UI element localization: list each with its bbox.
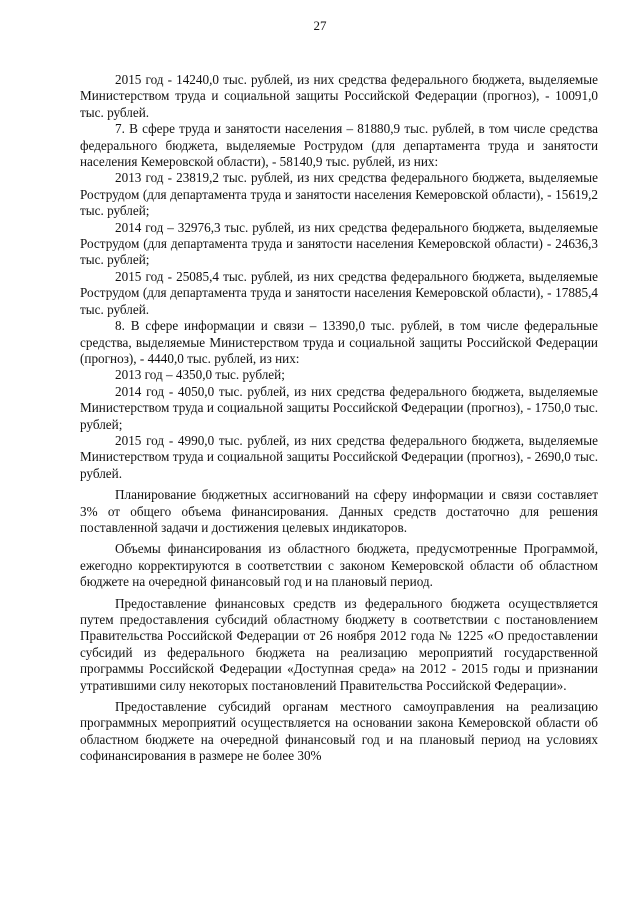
paragraph: 8. В сфере информации и связи – 13390,0 тыс. рублей, в том числе федеральные средства, выделяемые Министерством труда и социальной защиты Российской Федерации (прогноз), - 4440,0 тыс. рублей, из них: xyxy=(80,318,598,366)
paragraph: 2014 год - 4050,0 тыс. рублей, из них средства федерального бюджета, выделяемые Министерством труда и социальной защиты Российской Федерации (прогноз), - 1750,0 тыс. рублей; xyxy=(80,383,598,432)
paragraph: Планирование бюджетных ассигнований на сферу информации и связи составляет 3% от общего объема финансирования. Данных средств достаточно для решения поставленной задачи и достижения целевых индикаторов. xyxy=(80,487,598,535)
paragraph: Предоставление финансовых средств из федерального бюджета осуществляется путем предоставления субсидий областному бюджету в соответствии с постановлением Правительства Российской Федерации от 26 ноября 2012 года № 1225 «О предоставлении субсидий из федерального бюджета на реализацию мероприятий государственной программы Российской Федерации «Доступная среда» на 2012 - 2015 годы и признании утратившими силу некоторых постановлений Правительства Российской Федерации». xyxy=(80,595,598,693)
paragraph: 2013 год - 23819,2 тыс. рублей, из них средства федерального бюджета, выделяемые Рострудом (для департамента труда и занятости населения Кемеровской области), - 15619,2 тыс. рублей; xyxy=(80,170,598,219)
paragraph: 2014 год – 32976,3 тыс. рублей, из них средства федерального бюджета, выделяемые Рострудом (для департамента труда и занятости населения Кемеровской области) - 24636,3 тыс. рублей; xyxy=(80,219,598,268)
paragraph: 2015 год - 4990,0 тыс. рублей, из них средства федерального бюджета, выделяемые Министерством труда и социальной защиты Российской Федерации (прогноз), - 2690,0 тыс. рублей. xyxy=(80,432,598,481)
paragraph: Предоставление субсидий органам местного самоуправления на реализацию программных мероприятий осуществляется на основании закона Кемеровской области об областном бюджете на очередной финансовый год и на плановый период на условиях софинансирования в размере не более 30% xyxy=(80,699,598,764)
paragraph: 7. В сфере труда и занятости населения – 81880,9 тыс. рублей, в том числе средства федерального бюджета, выделяемые Рострудом (для департамента труда и занятости населения Кемеровской области), - 58140,9 тыс. рублей, из них: xyxy=(80,121,598,170)
paragraph: 2013 год – 4350,0 тыс. рублей; xyxy=(115,367,285,383)
paragraph: 2015 год - 25085,4 тыс. рублей, из них средства федерального бюджета, выделяемые Рострудом (для департамента труда и занятости населения Кемеровской области), - 17885,4 тыс. рублей. xyxy=(80,268,598,317)
paragraph: Объемы финансирования из областного бюджета, предусмотренные Программой, ежегодно корректируются в соответствии с законом Кемеровской области об областном бюджете на очередной финансовый год и на плановый период. xyxy=(80,541,598,590)
document-body xyxy=(80,72,598,765)
paragraph: 2015 год - 14240,0 тыс. рублей, из них средства федерального бюджета, выделяемые Министерством труда и социальной защиты Российской Федерации (прогноз), - 10091,0 тыс. рублей. xyxy=(80,72,598,120)
page-number: 27 xyxy=(313,18,327,33)
